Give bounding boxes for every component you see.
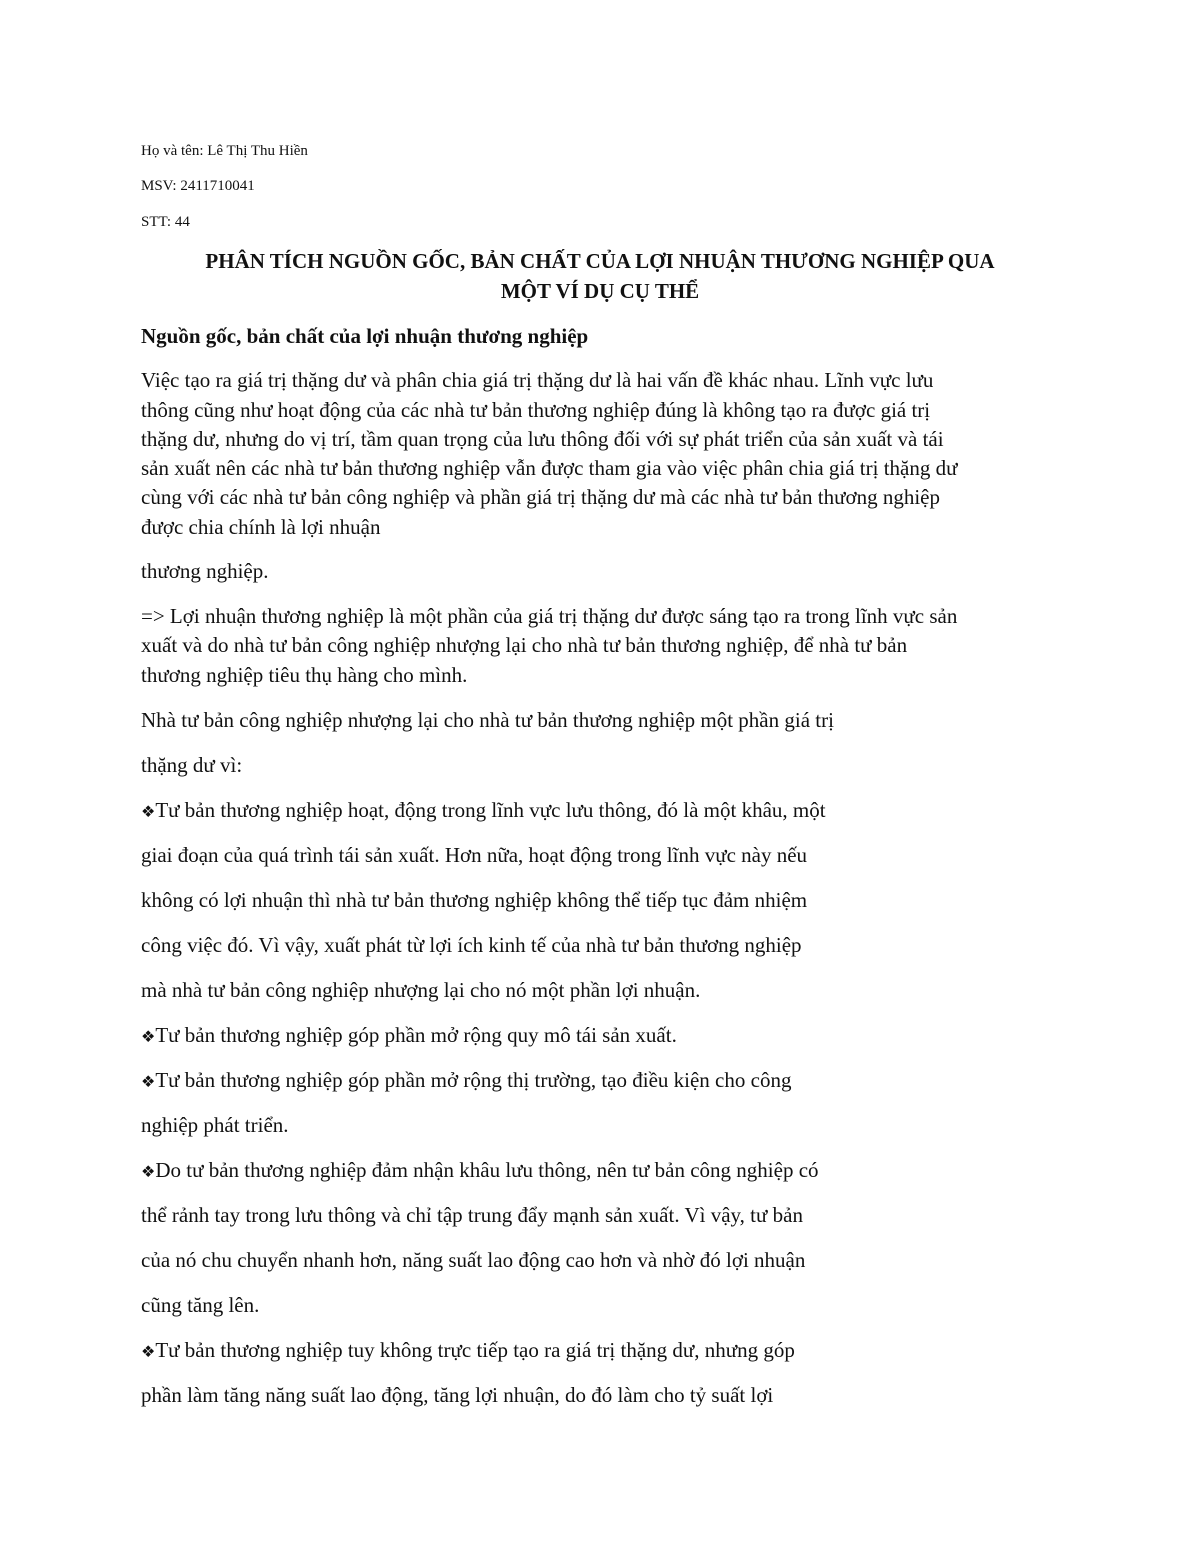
section-heading: Nguồn gốc, bản chất của lợi nhuận thương nghiệp: [141, 324, 589, 348]
bullet-continuation-line: phần làm tăng năng suất lao động, tăng lợi nhuận, do đó làm cho tỷ suất lợi: [141, 1383, 774, 1407]
bullet-continuation-line: giai đoạn của quá trình tái sản xuất. Hơn nữa, hoạt động trong lĩnh vực này nếu: [141, 843, 808, 867]
bullet-continuation-line: thể rảnh tay trong lưu thông và chỉ tập trung đẩy mạnh sản xuất. Vì vậy, tư bản: [141, 1203, 803, 1227]
ordinal-number-line: STT: 44: [141, 214, 190, 230]
bullet-continuation-line: không có lợi nhuận thì nhà tư bản thương nghiệp không thể tiếp tục đảm nhiệm: [141, 888, 808, 912]
paragraph-line: thặng dư, nhưng do vị trí, tầm quan trọng của lưu thông đối với sự phát triển của sản xuất và tái: [141, 427, 944, 451]
bullet-continuation-line: công việc đó. Vì vậy, xuất phát từ lợi ích kinh tế của nhà tư bản thương nghiệp: [141, 933, 802, 957]
bullet-item: [141, 1156, 819, 1186]
bullet-continuation-line: mà nhà tư bản công nghiệp nhượng lại cho nó một phần lợi nhuận.: [141, 978, 701, 1002]
conclusion-line: => Lợi nhuận thương nghiệp là một phần của giá trị thặng dư được sáng tạo ra trong lĩnh vực sản: [141, 604, 958, 628]
paragraph-line: cùng với các nhà tư bản công nghiệp và phần giá trị thặng dư mà các nhà tư bản thương nghiệp: [141, 485, 941, 509]
diamond-bullet-icon: ❖: [141, 1027, 156, 1046]
bullet-text: Tư bản thương nghiệp hoạt, động trong lĩnh vực lưu thông, đó là một khâu, một: [155, 798, 826, 822]
bullet-continuation-line: cũng tăng lên.: [141, 1293, 260, 1317]
bullet-item: [141, 1066, 791, 1096]
paragraph-line: sản xuất nên các nhà tư bản thương nghiệp vẫn được tham gia vào việc phân chia giá trị thặng dư: [141, 456, 958, 480]
bullet-text: Tư bản thương nghiệp góp phần mở rộng thị trường, tạo điều kiện cho công: [155, 1068, 792, 1092]
bullet-continuation-line: của nó chu chuyển nhanh hơn, năng suất lao động cao hơn và nhờ đó lợi nhuận: [141, 1248, 806, 1272]
diamond-bullet-icon: ❖: [141, 1162, 156, 1181]
reason-intro-line: Nhà tư bản công nghiệp nhượng lại cho nhà tư bản thương nghiệp một phần giá trị: [141, 708, 834, 732]
paragraph-tail-line: thương nghiệp.: [141, 559, 269, 583]
reason-intro-line: thặng dư vì:: [141, 753, 243, 777]
bullet-continuation-line: nghiệp phát triển.: [141, 1113, 289, 1137]
paragraph-line: được chia chính là lợi nhuận: [141, 515, 381, 539]
document-title-line-2: MỘT VÍ DỤ CỤ THỂ: [500, 279, 700, 303]
conclusion-line: xuất và do nhà tư bản công nghiệp nhượng lại cho nhà tư bản thương nghiệp, để nhà tư bản: [141, 633, 908, 657]
conclusion-line: thương nghiệp tiêu thụ hàng cho mình.: [141, 663, 468, 687]
diamond-bullet-icon: ❖: [141, 802, 156, 821]
paragraph-line: thông cũng như hoạt động của các nhà tư bản thương nghiệp đúng là không tạo ra được giá trị: [141, 398, 931, 422]
bullet-text: Tư bản thương nghiệp tuy không trực tiếp tạo ra giá trị thặng dư, nhưng góp: [155, 1338, 795, 1362]
student-name-line: Họ và tên: Lê Thị Thu Hiền: [141, 143, 308, 159]
student-id-line: MSV: 2411710041: [141, 178, 255, 194]
bullet-item: [141, 1336, 795, 1366]
diamond-bullet-icon: ❖: [141, 1072, 156, 1091]
bullet-item: [141, 796, 826, 826]
bullet-text: Do tư bản thương nghiệp đảm nhận khâu lưu thông, nên tư bản công nghiệp có: [155, 1158, 819, 1182]
bullet-item: [141, 1021, 677, 1051]
diamond-bullet-icon: ❖: [141, 1342, 156, 1361]
paragraph-line: Việc tạo ra giá trị thặng dư và phân chia giá trị thặng dư là hai vấn đề khác nhau. Lĩnh vực lưu: [141, 368, 934, 392]
bullet-text: Tư bản thương nghiệp góp phần mở rộng quy mô tái sản xuất.: [155, 1023, 677, 1047]
document-title-line-1: PHÂN TÍCH NGUỒN GỐC, BẢN CHẤT CỦA LỢI NHUẬN THƯƠNG NGHIỆP QUA: [205, 249, 995, 273]
